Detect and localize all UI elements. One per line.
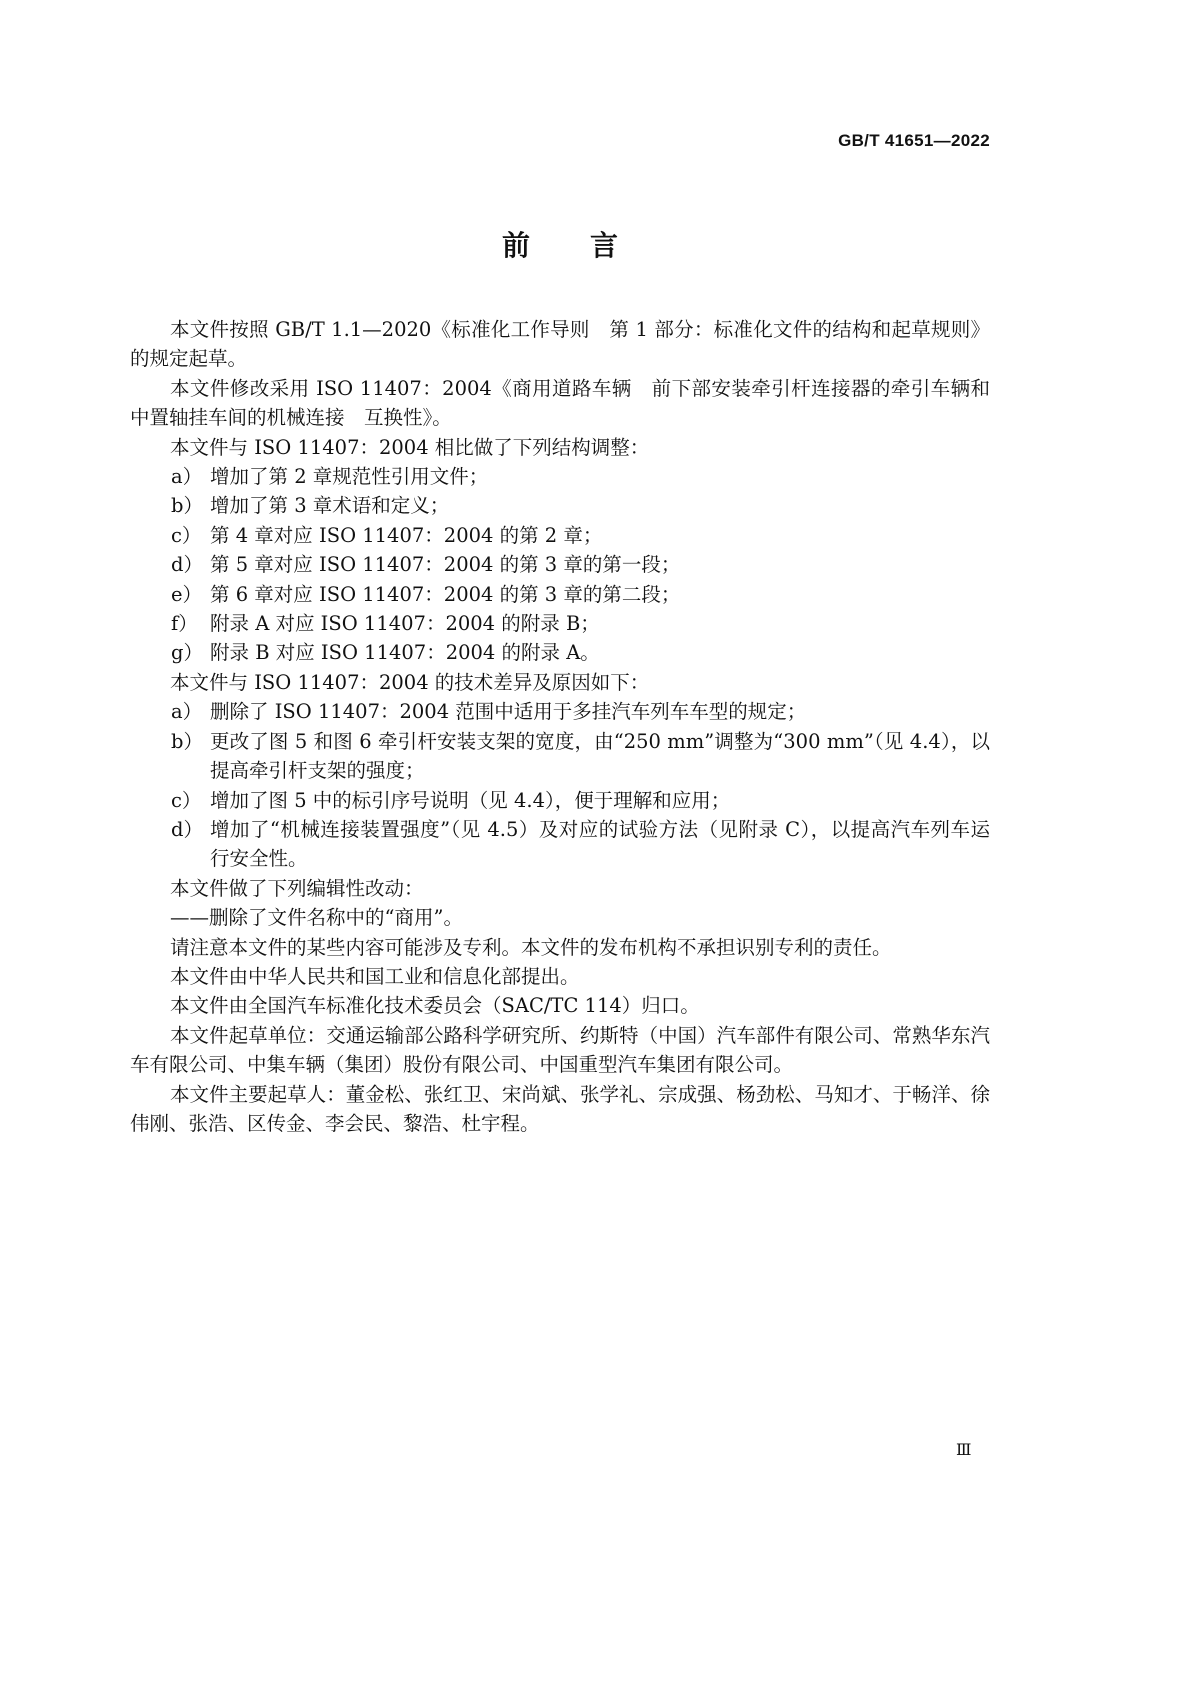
list-item-label: d）	[171, 553, 203, 577]
editorial-changes-intro: 本文件做了下列编辑性改动：	[170, 876, 424, 900]
drafters: 本文件主要起草人：董金松、张红卫、宋尚斌、张学礼、宗成强、杨劲松、马知才、于畅洋、徐伟刚、张浩、区传金、李会民、黎浩、杜宇程。	[130, 1082, 990, 1135]
list-item-text: 更改了图 5 和图 6 牵引杆安装支架的宽度，由“250 mm”调整为“300 mm”（见 4.4），以提高牵引杆支架的强度；	[210, 729, 990, 783]
list-item-label: b）	[171, 494, 203, 518]
list-item	[130, 727, 990, 786]
page-number: Ⅲ	[956, 1440, 972, 1459]
list-item-label: e）	[171, 582, 203, 606]
list-item-label: g）	[171, 641, 203, 665]
list-item-label: c）	[171, 788, 202, 812]
list-item-label: a）	[171, 465, 203, 489]
adoption-paragraph: 本文件修改采用 ISO 11407：2004《商用道路车辆 前下部安装牵引杆连接器的牵引车辆和中置轴挂车间的机械连接 互换性》。	[130, 376, 990, 430]
list-item	[130, 697, 990, 726]
list-item-label: d）	[171, 817, 203, 841]
list-item-text: 附录 A 对应 ISO 11407：2004 的附录 B；	[210, 612, 600, 636]
list-item-text: 增加了图 5 中的标引序号说明（见 4.4），便于理解和应用；	[210, 788, 731, 812]
list-item-text: 删除了 ISO 11407：2004 范围中适用于多挂汽车列车车型的规定；	[210, 700, 807, 724]
editorial-change-item: ——删除了文件名称中的“商用”。	[170, 906, 463, 930]
technical-differences-intro: 本文件与 ISO 11407：2004 的技术差异及原因如下：	[170, 670, 650, 694]
administered-by: 本文件由全国汽车标准化技术委员会（SAC/TC 114）归口。	[170, 994, 700, 1018]
list-item-text: 增加了第 3 章术语和定义；	[210, 494, 450, 518]
list-item-text: 增加了第 2 章规范性引用文件；	[210, 465, 489, 489]
list-item-label: f）	[171, 612, 198, 636]
list-item	[130, 786, 990, 815]
list-item-text: 附录 B 对应 ISO 11407：2004 的附录 A。	[210, 641, 600, 665]
list-item-text: 增加了“机械连接装置强度”（见 4.5）及对应的试验方法（见附录 C），以提高汽车列车运行安全性。	[210, 817, 990, 871]
drafting-units: 本文件起草单位：交通运输部公路科学研究所、约斯特（中国）汽车部件有限公司、常熟华东汽车有限公司、中集车辆（集团）股份有限公司、中国重型汽车集团有限公司。	[130, 1023, 990, 1077]
list-item	[130, 580, 990, 609]
patent-notice: 请注意本文件的某些内容可能涉及专利。本文件的发布机构不承担识别专利的责任。	[170, 935, 892, 959]
list-item	[130, 815, 990, 874]
page-title: 前 言	[501, 229, 634, 262]
list-item	[130, 609, 990, 638]
list-item-text: 第 6 章对应 ISO 11407：2004 的第 3 章的第二段；	[210, 582, 681, 606]
basis-paragraph: 本文件按照 GB/T 1.1—2020《标准化工作导则 第 1 部分：标准化文件的结构和起草规则》的规定起草。	[130, 318, 990, 371]
foreword-body	[130, 315, 990, 1138]
proposed-by: 本文件由中华人民共和国工业和信息化部提出。	[170, 964, 580, 988]
structural-changes-intro: 本文件与 ISO 11407：2004 相比做了下列结构调整：	[170, 435, 650, 459]
list-item-label: b）	[171, 729, 203, 753]
list-item	[130, 638, 990, 667]
list-item-text: 第 5 章对应 ISO 11407：2004 的第 3 章的第一段；	[210, 553, 681, 577]
list-item	[130, 550, 990, 579]
standard-number: GB/T 41651—2022	[838, 131, 990, 150]
list-item-text: 第 4 章对应 ISO 11407：2004 的第 2 章；	[210, 523, 603, 547]
list-item	[130, 462, 990, 491]
list-item-label: a）	[171, 700, 203, 724]
list-item	[130, 521, 990, 550]
list-item-label: c）	[171, 523, 202, 547]
list-item	[130, 491, 990, 520]
